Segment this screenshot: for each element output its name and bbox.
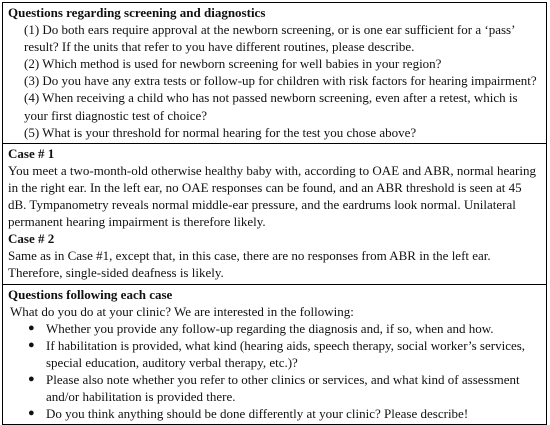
case-1-title: Case # 1 [8, 145, 55, 161]
list-item [8, 371, 541, 405]
case-2-title: Case # 2 [8, 231, 55, 247]
bullet-dot-icon: ● [28, 338, 35, 351]
screening-question-4: (4) When receiving a child who has not passed newborn screening, even after a retest, which is your first diagnostic test of choice? [24, 90, 518, 123]
screening-question-5: (5) What is your threshold for normal hearing for the test you chose above? [24, 124, 417, 140]
followup-cell [3, 284, 547, 425]
questionnaire-table [2, 2, 547, 425]
list-item [8, 320, 541, 337]
screening-question-3: (3) Do you have any extra tests or follow-up for children with risk factors for hearing impairment? [24, 73, 537, 89]
case-1-text: You meet a two-month-old otherwise healthy baby with, according to OAE and ABR, normal hearing in the right ear. In the left ear, no OAE responses can be found, and an ABR threshold is seen at 45 dB. Tympanometry reveals normal middle-ear pressure, and the eardrums look normal. Unilateral permanent hearing impairment is therefore likely. [8, 162, 536, 230]
followup-intro: What do you do at your clinic? We are interested in the following: [10, 303, 354, 319]
followup-section [3, 284, 547, 425]
bullet-dot-icon: ● [28, 321, 35, 334]
followup-title: Questions following each case [8, 286, 173, 302]
followup-list [8, 320, 541, 423]
list-item [8, 337, 541, 371]
screening-question-2: (2) Which method is used for newborn screening for well babies in your region? [24, 56, 442, 72]
case-2-text: Same as in Case #1, except that, in this case, there are no responses from ABR in the left ear. Therefore, single-sided deafness is likely. [8, 248, 491, 281]
bullet-dot-icon: ● [28, 372, 35, 385]
list-item [8, 405, 541, 422]
screening-cell [3, 3, 547, 144]
followup-bullet-1: Whether you provide any follow-up regarding the diagnosis and, if so, when and how. [46, 320, 494, 336]
followup-bullet-2: If habilitation is provided, what kind (hearing aids, speech therapy, social worker’s services, special education, auditory verbal therapy, etc.)? [46, 337, 526, 370]
screening-question-1: (1) Do both ears require approval at the newborn screening, or is one ear sufficient for a ‘pass’ result? If the units that refer to you have different routines, please describe. [24, 22, 515, 55]
followup-bullet-3: Please also note whether you refer to other clinics or services, and what kind of assessment and/or habilitation is provided there. [46, 371, 520, 405]
bullet-dot-icon: ● [28, 407, 35, 420]
screening-section [3, 3, 547, 144]
cases-section [3, 143, 547, 284]
cases-cell [3, 143, 547, 284]
followup-bullet-4: Do you think anything should be done differently at your clinic? Please describe! [46, 406, 469, 422]
screening-title: Questions regarding screening and diagnostics [8, 5, 266, 20]
